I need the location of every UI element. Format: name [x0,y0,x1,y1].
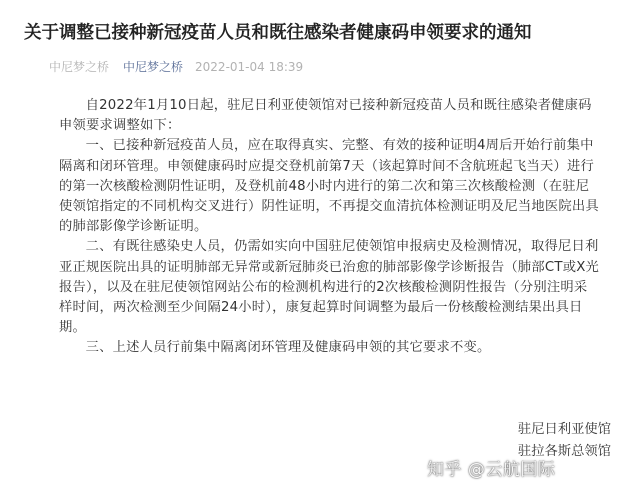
zhihu-watermark: 知乎 @云航国际 [427,460,556,480]
article-title: 关于调整已接种新冠疫苗人员和既往感染者健康码申领要求的通知 [24,23,532,43]
paragraph-vaccinated: 一、已接种新冠疫苗人员，应在取得真实、完整、有效的接种证明4周后开始行前集中隔离和闭环管理。申领健康码时应提交登机前第7天（该起算时间不含航班起飞当天）进行的第一次核酸检测阴性证明，及登机前48小时内进行的第二次和第三次核酸检测（在驻尼使领馆指定的不同机构交叉进行）阴性证明，不再提交血清抗体检测证明及尼当地医院出具的肺部影像学诊断证明。 [59,138,599,235]
publish-time: 2022-01-04 18:39 [195,60,304,74]
article-meta [49,59,303,75]
source-account-link[interactable]: 中尼梦之桥 [123,60,184,74]
account-name: 中尼梦之桥 [49,60,110,74]
article-body [59,96,599,359]
paragraph-previous-infection: 二、有既往感染史人员，仍需如实向中国驻尼使领馆申报病史及检测情况，取得尼日利亚正规医院出具的证明肺部无异常或新冠肺炎已治愈的肺部影像学诊断报告（肺部CT或X光报告），以及在驻尼使领馆网站公布的检测机构进行的2次核酸检测阴性报告（分别注明采样时间，两次检测至少间隔24小时），康复起算时间调整为最后一份核酸检测结果出具日期。 [59,239,599,336]
intro-paragraph: 自2022年1月10日起，驻尼日利亚使领馆对已接种新冠疫苗人员和既往感染者健康码申领要求调整如下： [59,98,592,134]
signature-embassy: 驻尼日利亚使馆 [517,422,611,437]
signature-consulate: 驻拉各斯总领馆 [517,444,611,459]
paragraph-other-requirements: 三、上述人员行前集中隔离闭环管理及健康码申领的其它要求不变。 [85,340,491,356]
